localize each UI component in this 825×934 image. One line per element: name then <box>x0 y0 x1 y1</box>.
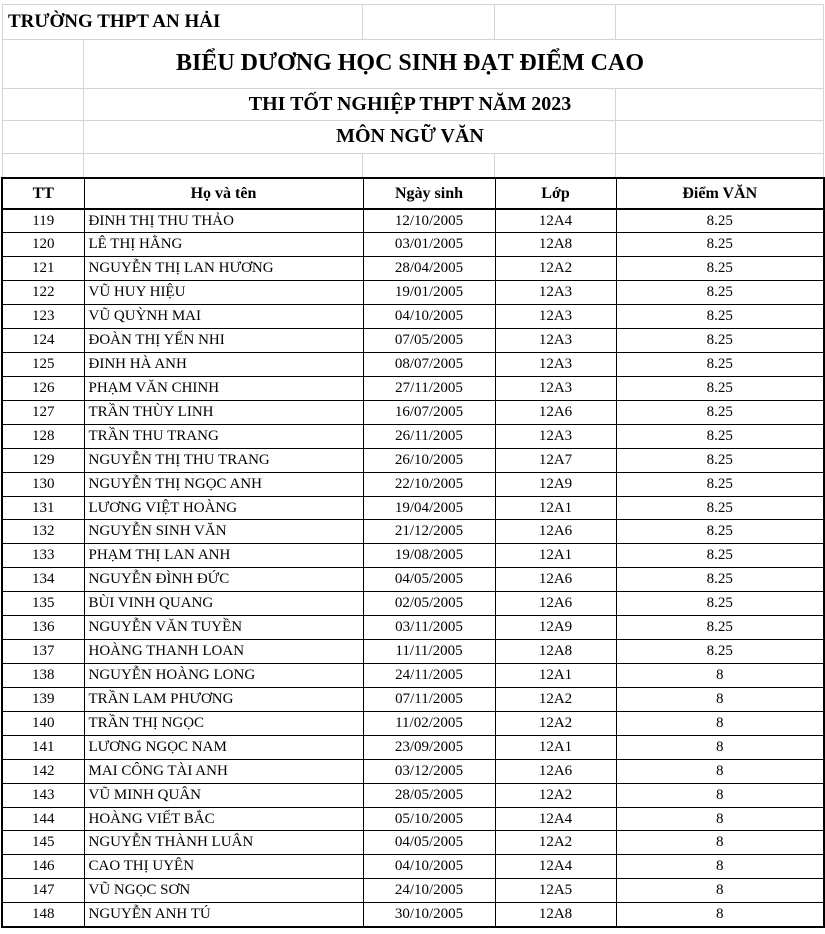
cell-score[interactable]: 8.25 <box>616 424 824 448</box>
cell-score[interactable]: 8 <box>616 855 824 879</box>
cell-class[interactable]: 12A3 <box>495 305 616 329</box>
cell-tt[interactable]: 124 <box>2 329 84 353</box>
table-row <box>2 759 824 783</box>
cell-class[interactable]: 12A4 <box>495 209 616 233</box>
cell-score[interactable]: 8.25 <box>616 544 824 568</box>
cell-score[interactable]: 8.25 <box>616 233 824 257</box>
cell-class[interactable]: 12A6 <box>495 568 616 592</box>
table-row <box>2 640 824 664</box>
col-header-name[interactable]: Họ và tên <box>84 178 363 209</box>
table-row <box>2 783 824 807</box>
header-row <box>2 178 824 209</box>
cell-score[interactable]: 8 <box>616 903 824 927</box>
cell-tt[interactable]: 145 <box>2 831 84 855</box>
cell-tt[interactable]: 121 <box>2 257 84 281</box>
cell-tt[interactable]: 142 <box>2 759 84 783</box>
cell-tt[interactable]: 130 <box>2 472 84 496</box>
cell-dob[interactable]: 24/10/2005 <box>363 879 495 903</box>
cell-dob[interactable]: 22/10/2005 <box>363 472 495 496</box>
table-row <box>2 616 824 640</box>
cell-name[interactable]: VŨ QUỲNH MAI <box>84 305 363 329</box>
cell-tt[interactable]: 138 <box>2 664 84 688</box>
col-header-tt[interactable]: TT <box>2 178 84 209</box>
cell-score[interactable]: 8 <box>616 664 824 688</box>
table-row <box>2 448 824 472</box>
cell-tt[interactable]: 119 <box>2 209 84 233</box>
cell-tt[interactable]: 137 <box>2 640 84 664</box>
table-row <box>2 711 824 735</box>
cell-name[interactable]: NGUYỄN THỊ THU TRANG <box>84 448 363 472</box>
cell-class[interactable]: 12A2 <box>495 831 616 855</box>
table-row <box>2 329 824 353</box>
table-row <box>2 424 824 448</box>
cell-score[interactable]: 8.25 <box>616 496 824 520</box>
cell-name[interactable]: PHẠM THỊ LAN ANH <box>84 544 363 568</box>
table-row <box>2 400 824 424</box>
cell-score[interactable]: 8.25 <box>616 568 824 592</box>
cell-score[interactable]: 8.25 <box>616 209 824 233</box>
score-table <box>1 177 825 928</box>
cell-dob[interactable]: 11/02/2005 <box>363 711 495 735</box>
cell-name[interactable]: NGUYỄN THỊ LAN HƯƠNG <box>84 257 363 281</box>
cell-name[interactable]: TRẦN THU TRANG <box>84 424 363 448</box>
cell-tt[interactable]: 133 <box>2 544 84 568</box>
score-table-body <box>2 209 824 927</box>
table-row <box>2 544 824 568</box>
cell-dob[interactable]: 12/10/2005 <box>363 209 495 233</box>
col-header-class[interactable]: Lớp <box>495 178 616 209</box>
cell-name[interactable]: NGUYỄN HOÀNG LONG <box>84 664 363 688</box>
cell-tt[interactable]: 146 <box>2 855 84 879</box>
gridline <box>362 153 363 177</box>
title-line1-cell[interactable]: BIỂU DƯƠNG HỌC SINH ĐẠT ĐIỂM CAO <box>175 50 645 76</box>
cell-score[interactable]: 8 <box>616 807 824 831</box>
cell-class[interactable]: 12A6 <box>495 759 616 783</box>
cell-class[interactable]: 12A5 <box>495 879 616 903</box>
cell-class[interactable]: 12A8 <box>495 640 616 664</box>
cell-score[interactable]: 8.25 <box>616 640 824 664</box>
cell-dob[interactable]: 28/04/2005 <box>363 257 495 281</box>
cell-dob[interactable]: 30/10/2005 <box>363 903 495 927</box>
cell-dob[interactable]: 04/05/2005 <box>363 831 495 855</box>
cell-dob[interactable]: 07/05/2005 <box>363 329 495 353</box>
cell-score[interactable]: 8 <box>616 879 824 903</box>
table-row <box>2 903 824 927</box>
table-row <box>2 376 824 400</box>
cell-name[interactable]: NGUYỄN THỊ NGỌC ANH <box>84 472 363 496</box>
cell-class[interactable]: 12A1 <box>495 664 616 688</box>
cell-class[interactable]: 12A9 <box>495 472 616 496</box>
cell-dob[interactable]: 02/05/2005 <box>363 592 495 616</box>
cell-tt[interactable]: 132 <box>2 520 84 544</box>
cell-name[interactable]: LƯƠNG VIỆT HOÀNG <box>84 496 363 520</box>
cell-dob[interactable]: 03/01/2005 <box>363 233 495 257</box>
cell-class[interactable]: 12A2 <box>495 783 616 807</box>
cell-class[interactable]: 12A1 <box>495 544 616 568</box>
cell-dob[interactable]: 11/11/2005 <box>363 640 495 664</box>
cell-score[interactable]: 8.25 <box>616 400 824 424</box>
table-row <box>2 687 824 711</box>
table-row <box>2 520 824 544</box>
cell-class[interactable]: 12A2 <box>495 687 616 711</box>
cell-name[interactable]: NGUYỄN ANH TÚ <box>84 903 363 927</box>
cell-class[interactable]: 12A8 <box>495 903 616 927</box>
cell-tt[interactable]: 131 <box>2 496 84 520</box>
cell-name[interactable]: HOÀNG THANH LOAN <box>84 640 363 664</box>
cell-name[interactable]: HOÀNG VIẾT BẮC <box>84 807 363 831</box>
cell-score[interactable]: 8 <box>616 831 824 855</box>
cell-tt[interactable]: 143 <box>2 783 84 807</box>
cell-class[interactable]: 12A3 <box>495 281 616 305</box>
cell-score[interactable]: 8.25 <box>616 592 824 616</box>
cell-class[interactable]: 12A3 <box>495 353 616 377</box>
gridline <box>362 4 363 39</box>
cell-name[interactable]: NGUYỄN VĂN TUYỀN <box>84 616 363 640</box>
cell-score[interactable]: 8 <box>616 735 824 759</box>
cell-score[interactable]: 8 <box>616 783 824 807</box>
cell-name[interactable]: TRẦN THÙY LINH <box>84 400 363 424</box>
cell-score[interactable]: 8.25 <box>616 281 824 305</box>
cell-class[interactable]: 12A3 <box>495 376 616 400</box>
cell-name[interactable]: NGUYỄN ĐÌNH ĐỨC <box>84 568 363 592</box>
cell-class[interactable]: 12A6 <box>495 592 616 616</box>
cell-class[interactable]: 12A4 <box>495 855 616 879</box>
cell-dob[interactable]: 23/09/2005 <box>363 735 495 759</box>
table-row <box>2 257 824 281</box>
cell-class[interactable]: 12A3 <box>495 424 616 448</box>
gridline <box>2 153 823 154</box>
cell-tt[interactable]: 125 <box>2 353 84 377</box>
cell-tt[interactable]: 136 <box>2 616 84 640</box>
cell-tt[interactable]: 127 <box>2 400 84 424</box>
cell-name[interactable]: BÙI VINH QUANG <box>84 592 363 616</box>
cell-name[interactable]: MAI CÔNG TÀI ANH <box>84 759 363 783</box>
cell-tt[interactable]: 139 <box>2 687 84 711</box>
cell-dob[interactable]: 07/11/2005 <box>363 687 495 711</box>
cell-class[interactable]: 12A6 <box>495 520 616 544</box>
col-header-score[interactable]: Điểm VĂN <box>616 178 824 209</box>
cell-dob[interactable]: 04/10/2005 <box>363 305 495 329</box>
cell-score[interactable]: 8.25 <box>616 472 824 496</box>
table-row <box>2 568 824 592</box>
cell-tt[interactable]: 135 <box>2 592 84 616</box>
cell-name[interactable]: NGUYỄN SINH VĂN <box>84 520 363 544</box>
cell-class[interactable]: 12A4 <box>495 807 616 831</box>
cell-tt[interactable]: 123 <box>2 305 84 329</box>
table-row <box>2 592 824 616</box>
cell-dob[interactable]: 04/05/2005 <box>363 568 495 592</box>
cell-score[interactable]: 8.25 <box>616 616 824 640</box>
title-line3-cell[interactable]: MÔN NGỮ VĂN <box>336 125 484 147</box>
cell-tt[interactable]: 141 <box>2 735 84 759</box>
cell-name[interactable]: VŨ HUY HIỆU <box>84 281 363 305</box>
cell-tt[interactable]: 144 <box>2 807 84 831</box>
cell-name[interactable]: CAO THỊ UYÊN <box>84 855 363 879</box>
table-row <box>2 735 824 759</box>
table-row <box>2 807 824 831</box>
cell-name[interactable]: ĐOÀN THỊ YẾN NHI <box>84 329 363 353</box>
gridline <box>494 153 495 177</box>
cell-dob[interactable]: 04/10/2005 <box>363 855 495 879</box>
cell-tt[interactable]: 129 <box>2 448 84 472</box>
cell-score[interactable]: 8.25 <box>616 376 824 400</box>
cell-score[interactable]: 8.25 <box>616 520 824 544</box>
cell-name[interactable]: ĐINH HÀ ANH <box>84 353 363 377</box>
cell-tt[interactable]: 120 <box>2 233 84 257</box>
cell-dob[interactable]: 26/11/2005 <box>363 424 495 448</box>
school-name-cell[interactable]: TRƯỜNG THPT AN HẢI <box>8 10 221 32</box>
gridline <box>615 4 616 39</box>
table-row <box>2 664 824 688</box>
cell-dob[interactable]: 27/11/2005 <box>363 376 495 400</box>
cell-tt[interactable]: 122 <box>2 281 84 305</box>
table-row <box>2 855 824 879</box>
cell-dob[interactable]: 16/07/2005 <box>363 400 495 424</box>
cell-dob[interactable]: 08/07/2005 <box>363 353 495 377</box>
cell-dob[interactable]: 03/12/2005 <box>363 759 495 783</box>
cell-score[interactable]: 8.25 <box>616 305 824 329</box>
cell-score[interactable]: 8.25 <box>616 353 824 377</box>
cell-tt[interactable]: 147 <box>2 879 84 903</box>
cell-tt[interactable]: 134 <box>2 568 84 592</box>
cell-class[interactable]: 12A2 <box>495 711 616 735</box>
cell-dob[interactable]: 19/08/2005 <box>363 544 495 568</box>
cell-class[interactable]: 12A6 <box>495 400 616 424</box>
gridline <box>494 4 495 39</box>
cell-name[interactable]: LƯƠNG NGỌC NAM <box>84 735 363 759</box>
cell-class[interactable]: 12A3 <box>495 329 616 353</box>
title-line2-cell[interactable]: THI TỐT NGHIỆP THPT NĂM 2023 <box>248 92 572 115</box>
cell-name[interactable]: VŨ MINH QUÂN <box>84 783 363 807</box>
cell-class[interactable]: 12A2 <box>495 257 616 281</box>
cell-name[interactable]: LÊ THỊ HẰNG <box>84 233 363 257</box>
gridline <box>823 4 824 177</box>
table-row <box>2 281 824 305</box>
table-row <box>2 831 824 855</box>
table-row <box>2 305 824 329</box>
table-row <box>2 353 824 377</box>
cell-class[interactable]: 12A7 <box>495 448 616 472</box>
table-row <box>2 209 824 233</box>
cell-score[interactable]: 8.25 <box>616 257 824 281</box>
cell-tt[interactable]: 126 <box>2 376 84 400</box>
cell-dob[interactable]: 19/04/2005 <box>363 496 495 520</box>
cell-class[interactable]: 12A9 <box>495 616 616 640</box>
cell-tt[interactable]: 140 <box>2 711 84 735</box>
cell-score[interactable]: 8 <box>616 711 824 735</box>
cell-score[interactable]: 8 <box>616 759 824 783</box>
cell-tt[interactable]: 128 <box>2 424 84 448</box>
cell-class[interactable]: 12A8 <box>495 233 616 257</box>
cell-dob[interactable]: 24/11/2005 <box>363 664 495 688</box>
table-row <box>2 472 824 496</box>
cell-class[interactable]: 12A1 <box>495 496 616 520</box>
cell-score[interactable]: 8.25 <box>616 329 824 353</box>
cell-dob[interactable]: 19/01/2005 <box>363 281 495 305</box>
col-header-dob[interactable]: Ngày sinh <box>363 178 495 209</box>
cell-dob[interactable]: 21/12/2005 <box>363 520 495 544</box>
cell-dob[interactable]: 26/10/2005 <box>363 448 495 472</box>
cell-name[interactable]: ĐINH THỊ THU THẢO <box>84 209 363 233</box>
cell-name[interactable]: VŨ NGỌC SƠN <box>84 879 363 903</box>
table-row <box>2 233 824 257</box>
cell-name[interactable]: TRẦN THỊ NGỌC <box>84 711 363 735</box>
cell-score[interactable]: 8.25 <box>616 448 824 472</box>
cell-name[interactable]: PHẠM VĂN CHINH <box>84 376 363 400</box>
cell-class[interactable]: 12A1 <box>495 735 616 759</box>
cell-dob[interactable]: 05/10/2005 <box>363 807 495 831</box>
cell-name[interactable]: NGUYỄN THÀNH LUÂN <box>84 831 363 855</box>
cell-dob[interactable]: 03/11/2005 <box>363 616 495 640</box>
cell-dob[interactable]: 28/05/2005 <box>363 783 495 807</box>
cell-tt[interactable]: 148 <box>2 903 84 927</box>
table-row <box>2 879 824 903</box>
table-row <box>2 496 824 520</box>
cell-score[interactable]: 8 <box>616 687 824 711</box>
cell-name[interactable]: TRẦN LAM PHƯƠNG <box>84 687 363 711</box>
